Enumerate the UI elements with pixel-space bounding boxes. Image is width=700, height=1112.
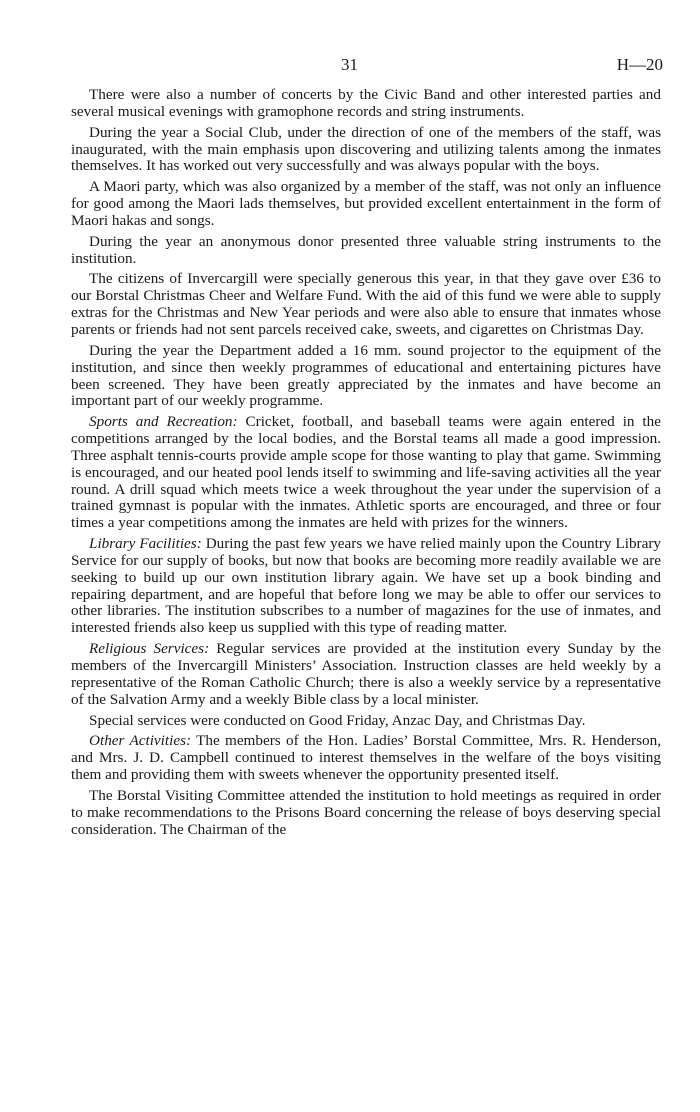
paragraph-text: A Maori party, which was also organized by a member of the staff, was not only an influence for good among the Maori lads themselves, but provided excellent entertainment in the form of Maori hakas and songs. <box>71 178 661 229</box>
paragraph-text: During the year an anonymous donor presented three valuable string instruments to the institution. <box>71 232 661 267</box>
section-subheading: Library Facilities: <box>89 535 202 553</box>
paragraph <box>71 641 661 708</box>
paragraph <box>71 179 661 230</box>
section-subheading: Sports and Recreation: <box>89 413 238 431</box>
paragraph <box>71 536 661 637</box>
paragraph <box>71 87 661 121</box>
paragraph <box>71 343 661 410</box>
document-reference: H—20 <box>616 55 663 74</box>
page-header <box>0 55 700 79</box>
paragraph-text: During the year a Social Club, under the direction of one of the members of the staff, was inaugurated, with the main emphasis upon discovering and utilizing talents among the inmates themselves. It has worked out very successfully and was always popular with the boys. <box>71 123 661 175</box>
paragraph <box>71 788 661 839</box>
paragraph-text: During the year the Department added a 16 mm. sound projector to the equipment of the institution, and since then weekly programmes of educational and entertaining pictures have been screened. They have been greatly appreciated by the inmates and have become an important part of our weekly programme. <box>71 341 661 410</box>
section-subheading: Religious Services: <box>89 640 210 658</box>
page-number: 31 <box>341 55 358 74</box>
paragraph <box>71 414 661 532</box>
paragraph-text: The citizens of Invercargill were specially generous this year, in that they gave over £36 to our Borstal Christmas Cheer and Welfare Fund. With the aid of this fund we were able to supply extras for the Christmas and New Year periods and were also able to ensure that inmates whose parents or friends had not sent parcels received cake, sweets, and cigarettes on Christmas Day. <box>71 270 661 338</box>
section-subheading: Other Activities: <box>89 732 192 750</box>
paragraph-text: During the past few years we have relied mainly upon the Country Library Service for our supply of books, but now that books are becoming more readily available we are seeking to build up our own institution library again. We have set up a book binding and repairing department, and are hopeful that before long we may be able to offer our services to other libraries. The institution subscribes to a number of magazines for the use of inmates, and interested friends also keep us supplied with this type of reading matter. <box>71 535 661 637</box>
paragraph <box>71 125 661 176</box>
paragraph-text: The members of the Hon. Ladies’ Borstal Committee, Mrs. R. Henderson, and Mrs. J. D. Campbell continued to interest themselves in the welfare of the boys visiting them and providing them with sweets whenever the opportunity presented itself. <box>71 732 661 784</box>
paragraph <box>71 713 661 730</box>
paragraph <box>71 234 661 268</box>
paragraph <box>71 271 661 338</box>
paragraph <box>71 733 661 784</box>
paragraph-text: Cricket, football, and baseball teams were again entered in the competitions arranged by the local bodies, and the Borstal teams all made a good impression. Three asphalt tennis-courts provide ample scope for those wanting to play that game. Swimming is encouraged, and our heated pool lends itself to swimming and life-saving activities all the year round. A drill squad which meets twice a week throughout the year under the supervision of a trained gymnast is popular with the inmates. Athletic sports are encouraged, and three or four times a year competitions among the inmates are held with prizes for the winners. <box>71 413 661 532</box>
paragraph-text: Regular services are provided at the institution every Sunday by the members of the Invercargill Ministers’ Association. Instruction classes are held weekly by a representative of the Roman Catholic Church; there is also a weekly service by a representative of the Salvation Army and a weekly Bible class by a local minister. <box>71 640 661 708</box>
paragraph-text: Special services were conducted on Good Friday, Anzac Day, and Christmas Day. <box>89 711 586 729</box>
paragraph-text: The Borstal Visiting Committee attended the institution to hold meetings as required in order to make recommendations to the Prisons Board concerning the release of boys deserving special consideration. The Chairman of the <box>71 786 661 838</box>
body-text <box>71 87 661 842</box>
paragraph-text: There were also a number of concerts by the Civic Band and other interested parties and several musical evenings with gramophone records and string instruments. <box>71 86 661 120</box>
